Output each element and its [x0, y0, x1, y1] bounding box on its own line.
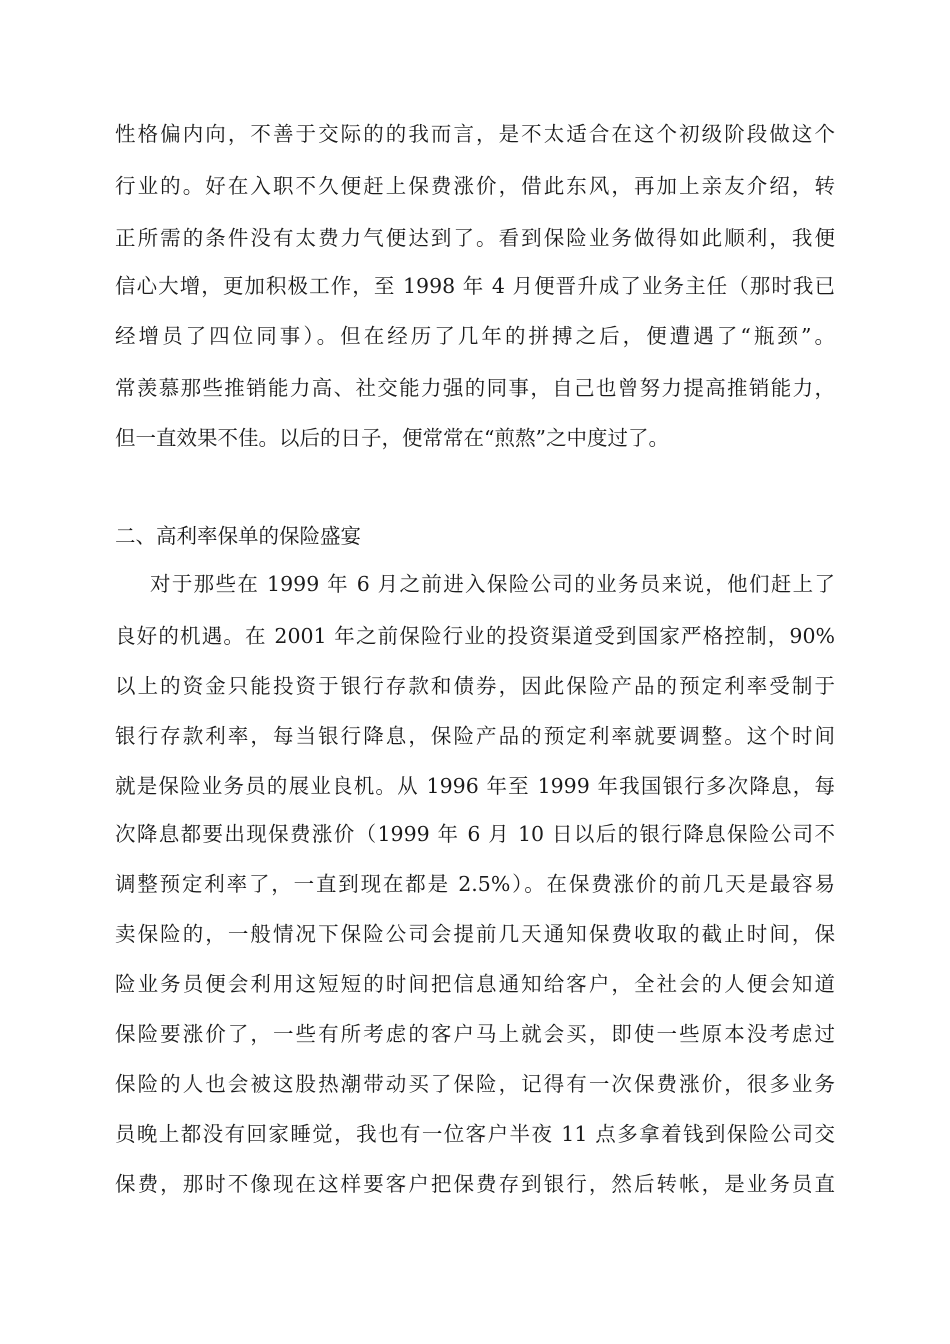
- paragraph-2-line: 险业务员便会利用这短短的时间把信息通知给客户，全社会的人便会知道: [115, 972, 835, 996]
- paragraph-1-line: 行业的。好在入职不久便赶上保费涨价，借此东风，再加上亲友介绍，转: [115, 174, 835, 198]
- paragraph-1-line: 经增员了四位同事）。但在经历了几年的拼搏之后，便遭遇了“瓶颈”。: [115, 324, 835, 348]
- paragraph-2-line: 银行存款利率，每当银行降息，保险产品的预定利率就要调整。这个时间: [115, 724, 835, 748]
- paragraph-2-line: 保险要涨价了，一些有所考虑的客户马上就会买，即使一些原本没考虑过: [115, 1022, 835, 1046]
- paragraph-2-line: 就是保险业务员的展业良机。从 1996 年至 1999 年我国银行多次降息，每: [115, 774, 835, 798]
- paragraph-1-line: 性格偏内向，不善于交际的的我而言，是不太适合在这个初级阶段做这个: [115, 122, 835, 146]
- paragraph-2-line: 对于那些在 1999 年 6 月之前进入保险公司的业务员来说，他们赶上了: [150, 572, 835, 596]
- paragraph-1-line: 信心大增，更加积极工作，至 1998 年 4 月便晋升成了业务主任（那时我已: [115, 274, 835, 298]
- section-heading: 二、高利率保单的保险盛宴: [115, 524, 361, 548]
- paragraph-1-line: 常羡慕那些推销能力高、社交能力强的同事，自己也曾努力提高推销能力，: [115, 376, 835, 400]
- paragraph-2-line: 员晚上都没有回家睡觉，我也有一位客户半夜 11 点多拿着钱到保险公司交: [115, 1122, 835, 1146]
- paragraph-2-line: 保费，那时不像现在这样要客户把保费存到银行，然后转帐，是业务员直: [115, 1172, 835, 1196]
- paragraph-1-line: 但一直效果不佳。以后的日子，便常常在“煎熬”之中度过了。: [115, 426, 669, 450]
- paragraph-2-line: 次降息都要出现保费涨价（1999 年 6 月 10 日以后的银行降息保险公司不: [115, 822, 835, 846]
- paragraph-2-line: 良好的机遇。在 2001 年之前保险行业的投资渠道受到国家严格控制，90%: [115, 624, 835, 648]
- paragraph-2-line: 调整预定利率了，一直到现在都是 2.5%）。在保费涨价的前几天是最容易: [115, 872, 835, 896]
- paragraph-1-line: 正所需的条件没有太费力气便达到了。看到保险业务做得如此顺利，我便: [115, 226, 835, 250]
- paragraph-2-line: 卖保险的，一般情况下保险公司会提前几天通知保费收取的截止时间，保: [115, 922, 835, 946]
- paragraph-2-line: 以上的资金只能投资于银行存款和债券，因此保险产品的预定利率受制于: [115, 674, 835, 698]
- paragraph-2-line: 保险的人也会被这股热潮带动买了保险，记得有一次保费涨价，很多业务: [115, 1072, 835, 1096]
